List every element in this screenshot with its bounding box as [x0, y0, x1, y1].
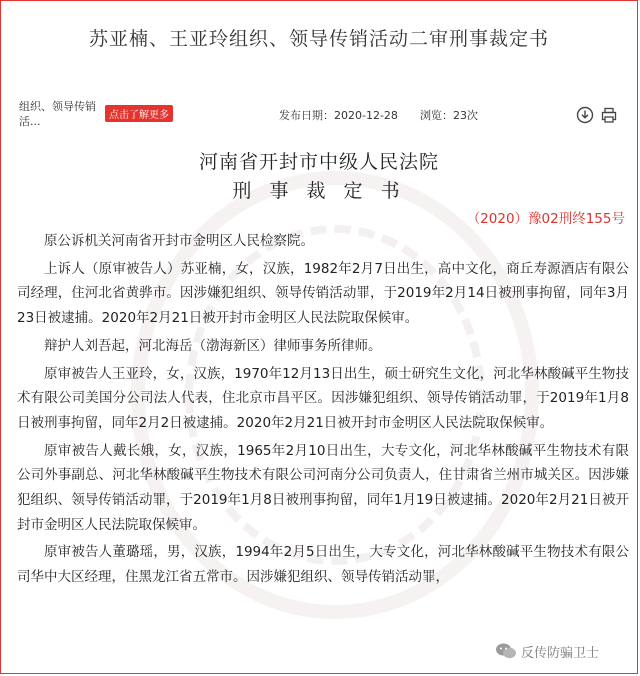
publish-date: 发布日期：2020-12-28: [279, 109, 398, 122]
document-type: 刑 事 裁 定 书: [232, 180, 406, 202]
paragraph: 原审被告人戴长娥，女，汉族，1965年2月10日出生，大专文化，河北华林酸碱平生物技术有限公司外事副总、河北华林酸碱平生物技术有限公司河南分公司负责人，住甘肃省兰州市城关区。因涉嫌犯组织、领导传销活动罪，于2019年1月8日被刑事拘留，同年1月19日被逮捕。2020年2月21日被开封市金明区人民法院取保候审。: [17, 442, 629, 533]
paragraph: 辩护人刘吾起，河北海岳（渤海新区）律师事务所律师。: [44, 337, 382, 354]
document-body: [17, 229, 629, 593]
print-icon[interactable]: [599, 105, 619, 125]
category-link[interactable]: 组织、领导传销活...: [19, 100, 96, 128]
title-bar: [1, 1, 637, 83]
watermark-label: 反传防骗卫士: [521, 645, 600, 661]
wechat-watermark: [495, 637, 627, 665]
court-name: 河南省开封市中级人民法院: [198, 151, 439, 173]
paragraph: 原审被告人王亚玲，女，汉族，1970年12月13日出生，硕士研究生文化，河北华林酸碱平生物技术有限公司美国分公司法人代表，住北京市昌平区。因涉嫌犯组织、领导传销活动罪，于2019年1月8日被刑事拘留，同年2月2日被逮捕。2020年2月21日被开封市金明区人民法院取保候审。: [17, 365, 629, 431]
view-count: 浏览：23次: [420, 109, 478, 122]
meta-row: [1, 97, 637, 133]
paragraph: 原审被告人董璐瑶，男，汉族，1994年2月5日出生，大专文化，河北华林酸碱平生物技术有限公司华中大区经理，住黑龙江省五常市。因涉嫌犯组织、领导传销活动罪，: [17, 544, 629, 586]
wechat-icon: [495, 642, 517, 660]
page-title: 苏亚楠、王亚玲组织、领导传销活动二审刑事裁定书: [88, 28, 549, 50]
paragraph: 上诉人（原审被告人）苏亚楠，女，汉族，1982年2月7日出生，高中文化，商丘寿源酒店有限公司经理，住河北省黄骅市。因涉嫌犯组织、领导传销活动罪，于2019年2月14日被刑事拘留，同年3月23日被逮捕。2020年2月21日被开封市金明区人民法院取保候审。: [17, 260, 629, 327]
download-icon[interactable]: [575, 105, 595, 125]
learn-more-button[interactable]: 点击了解更多: [105, 105, 173, 122]
paragraph: 原公诉机关河南省开封市金明区人民检察院。: [44, 233, 314, 249]
case-number: （2020）豫02刑终155号: [466, 211, 625, 227]
